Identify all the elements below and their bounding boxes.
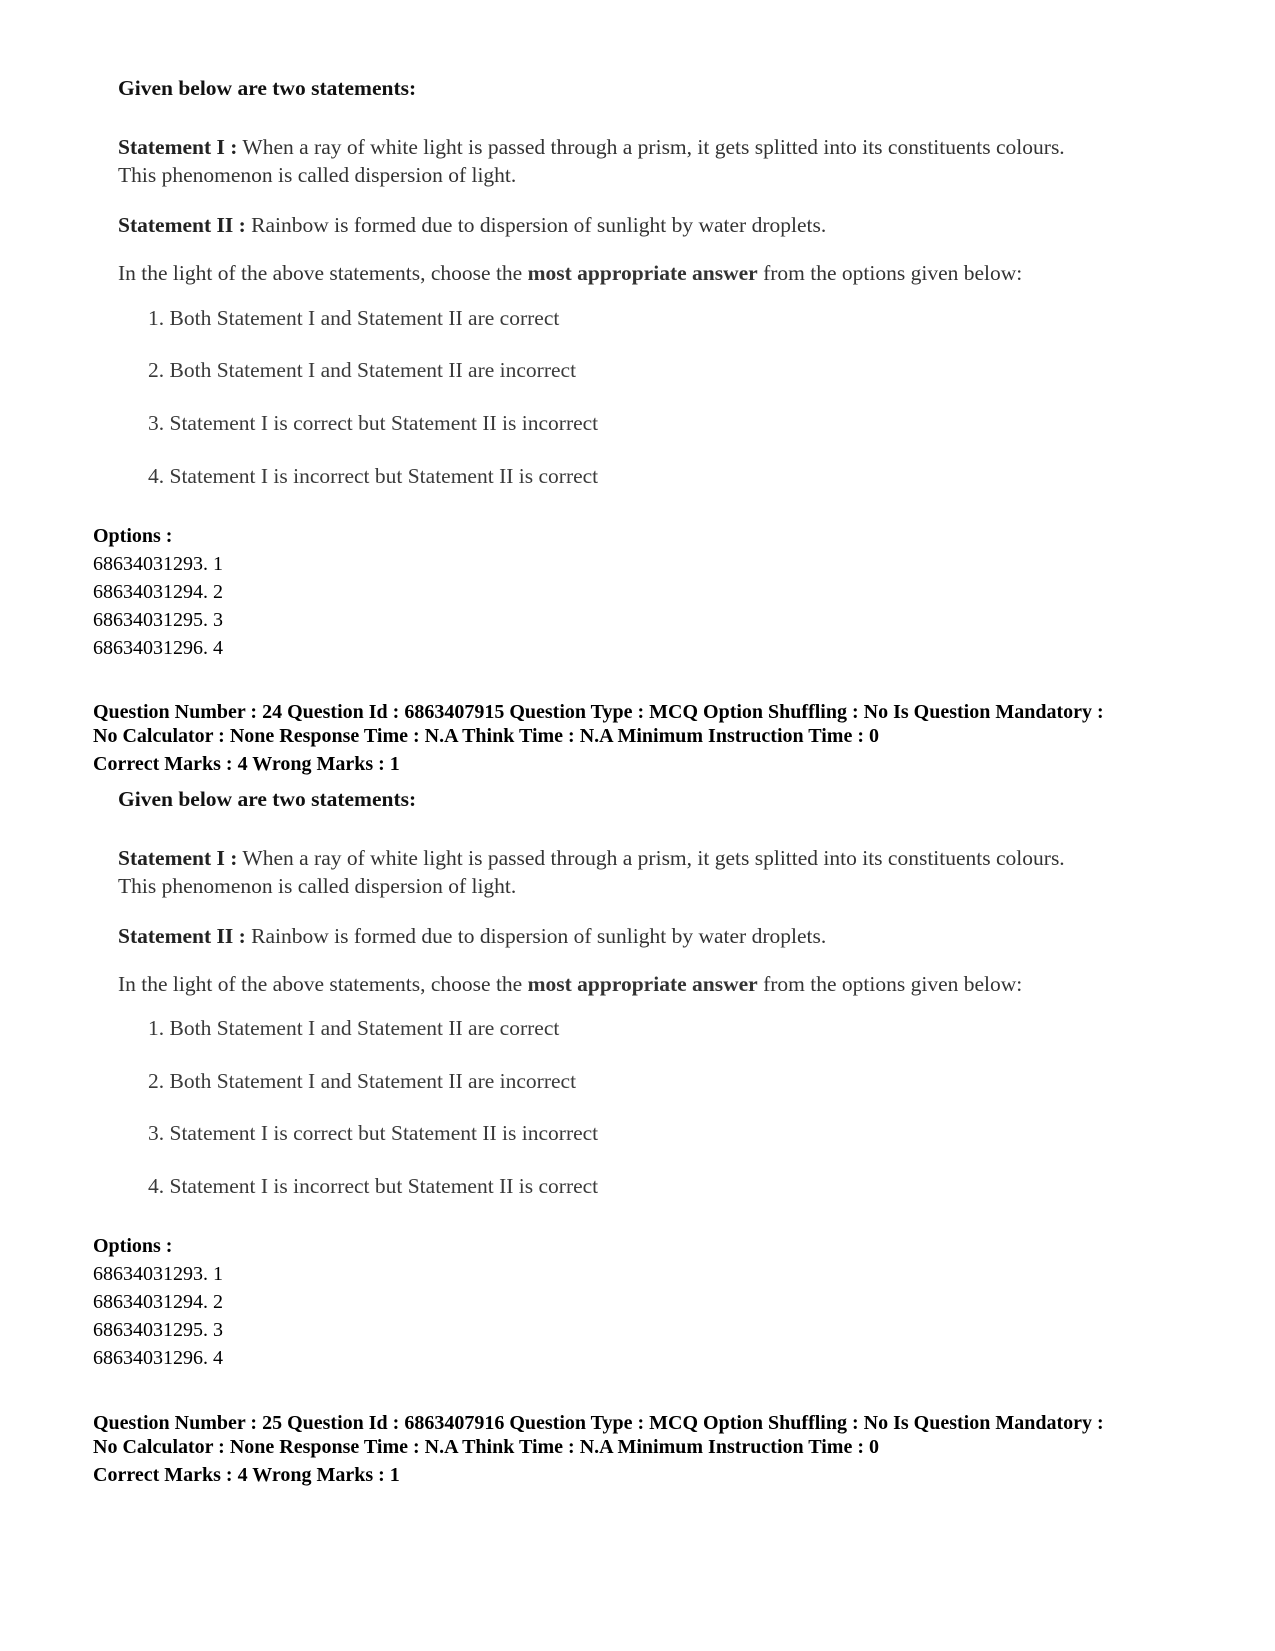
statement-2-text: Rainbow is formed due to dispersion of sunlight by water droplets.	[251, 213, 827, 237]
choice-item: 1. Both Statement I and Statement II are correct	[148, 306, 560, 330]
option-item: 68634031296. 4	[93, 637, 223, 659]
option-item: 68634031294. 2	[93, 1291, 223, 1313]
statement-1	[118, 844, 1198, 900]
question-image-1	[118, 76, 1198, 488]
statement-1-text: When a ray of white light is passed through a prism, it gets splitted into its constituents colours.	[242, 846, 1065, 870]
statement-1-text-2: This phenomenon is called dispersion of light.	[118, 163, 517, 187]
option-item: 68634031293. 1	[93, 553, 223, 575]
choice-item: 3. Statement I is correct but Statement II is incorrect	[148, 411, 599, 435]
statement-1-label: Statement I :	[118, 846, 238, 870]
question-meta	[93, 1411, 1213, 1487]
choice-item: 2. Both Statement I and Statement II are incorrect	[148, 1069, 577, 1093]
statement-2	[118, 211, 1198, 239]
option-item: 68634031293. 1	[93, 1263, 223, 1285]
choice-item: 2. Both Statement I and Statement II are incorrect	[148, 358, 577, 382]
meta-line-3: Correct Marks : 4 Wrong Marks : 1	[93, 1464, 400, 1486]
option-item: 68634031295. 3	[93, 1319, 223, 1341]
statement-1-text: When a ray of white light is passed through a prism, it gets splitted into its constituents colours.	[242, 135, 1065, 159]
option-item: 68634031295. 3	[93, 609, 223, 631]
question-image-2	[118, 787, 1198, 1198]
meta-line-3: Correct Marks : 4 Wrong Marks : 1	[93, 753, 400, 775]
statement-1-label: Statement I :	[118, 135, 238, 159]
choice-item: 3. Statement I is correct but Statement II is incorrect	[148, 1121, 599, 1145]
choice-item: 1. Both Statement I and Statement II are correct	[148, 1016, 560, 1040]
statement-2	[118, 922, 1198, 950]
question-intro	[118, 261, 1198, 286]
intro-pre: In the light of the above statements, choose the	[118, 972, 523, 996]
question-header: Given below are two statements:	[118, 76, 417, 100]
question-meta	[93, 700, 1213, 776]
options-label: Options :	[93, 1235, 173, 1257]
meta-line-2: No Calculator : None Response Time : N.A Think Time : N.A Minimum Instruction Time : 0	[93, 1436, 879, 1458]
statement-2-label: Statement II :	[118, 924, 246, 948]
choice-item: 4. Statement I is incorrect but Statement II is correct	[148, 464, 599, 488]
choice-item: 4. Statement I is incorrect but Statement II is correct	[148, 1174, 599, 1198]
statement-1	[118, 133, 1198, 189]
question-header: Given below are two statements:	[118, 787, 417, 811]
intro-bold: most appropriate answer	[527, 261, 758, 285]
intro-bold: most appropriate answer	[527, 972, 758, 996]
intro-post: from the options given below:	[763, 261, 1023, 285]
meta-line-1: Question Number : 24 Question Id : 6863407915 Question Type : MCQ Option Shuffling : No Is Question Mandatory :	[93, 701, 1104, 723]
intro-post: from the options given below:	[763, 972, 1023, 996]
intro-pre: In the light of the above statements, choose the	[118, 261, 523, 285]
statement-1-text-2: This phenomenon is called dispersion of light.	[118, 874, 517, 898]
options-label: Options :	[93, 525, 173, 547]
meta-line-2: No Calculator : None Response Time : N.A Think Time : N.A Minimum Instruction Time : 0	[93, 725, 879, 747]
statement-2-label: Statement II :	[118, 213, 246, 237]
question-intro	[118, 972, 1198, 997]
option-item: 68634031294. 2	[93, 581, 223, 603]
option-item: 68634031296. 4	[93, 1347, 223, 1369]
meta-line-1: Question Number : 25 Question Id : 6863407916 Question Type : MCQ Option Shuffling : No Is Question Mandatory :	[93, 1412, 1104, 1434]
statement-2-text: Rainbow is formed due to dispersion of sunlight by water droplets.	[251, 924, 827, 948]
